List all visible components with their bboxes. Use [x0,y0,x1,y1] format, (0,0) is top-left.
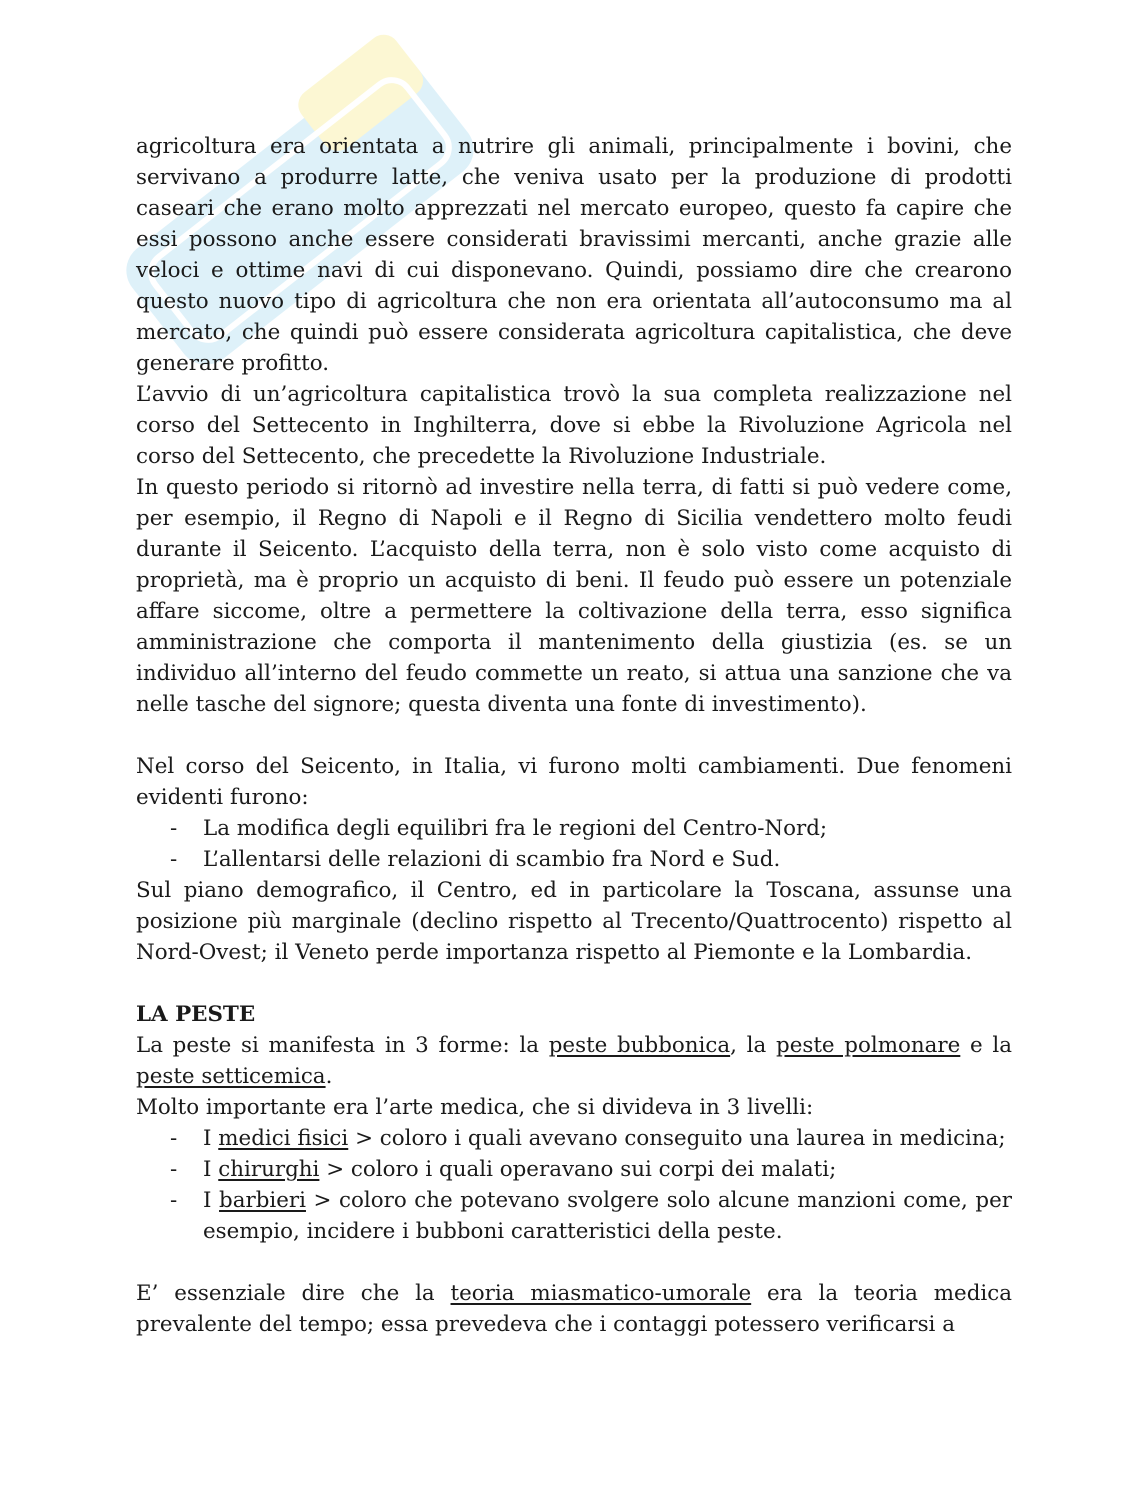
dash-bullet: - [170,1126,178,1151]
dash-bullet: - [170,1157,178,1182]
dash-bullet: - [170,816,178,841]
livelli-medici-list [136,1123,1012,1247]
spacer [136,1247,1012,1278]
paragraph-seicento-italia: Nel corso del Seicento, in Italia, vi furono molti cambiamenti. Due fenomeni evidenti furono: [136,754,1012,810]
term-medici-fisici: medici fisici [218,1126,349,1151]
paragraph-teoria-miasmatica: E’ essenziale dire che la teoria miasmatico-umorale era la teoria medica prevalente del tempo; essa prevedeva che i contaggi potessero verificarsi a [136,1281,1012,1337]
list-item: - I barbieri > coloro che potevano svolgere solo alcune manzioni come, per esempio, incidere i bubboni caratteristici della peste. [136,1185,1012,1247]
term-peste-setticemica: peste setticemica [136,1064,326,1089]
spacer [136,720,1012,751]
term-peste-polmonare: peste polmonare [776,1033,961,1058]
paragraph-arte-medica: Molto importante era l’arte medica, che si divideva in 3 livelli: [136,1095,814,1120]
section-heading-peste: LA PESTE [136,1002,256,1027]
list-item: - I medici fisici > coloro i quali avevano conseguito una laurea in medicina; [136,1123,1012,1154]
paragraph-olanda-agricoltura: agricoltura era orientata a nutrire gli animali, principalmente i bovini, che servivano a produrre latte, che veniva usato per la produzione di prodotti caseari che erano molto apprezzati nel mercato europeo, questo fa capire che essi possono anche essere considerati bravissimi mercanti, anche grazie alle veloci e ottime navi di cui disponevano. Quindi, possiamo dire che crearono questo nuovo tipo di agricoltura che non era orientata all’autoconsumo ma al mercato, che quindi può essere considerata agricoltura capitalistica, che deve generare profitto. [136,134,1012,376]
term-teoria-miasmatico-umorale: teoria miasmatico-umorale [450,1281,752,1306]
term-chirurghi: chirurghi [218,1157,320,1182]
paragraph-forme-peste: La peste si manifesta in 3 forme: la peste bubbonica, la peste polmonare e la peste setticemica. [136,1033,1013,1089]
list-item: - I chirurghi > coloro i quali operavano sui corpi dei malati; [136,1154,1012,1185]
term-barbieri: barbieri [219,1188,306,1213]
paragraph-piano-demografico: Sul piano demografico, il Centro, ed in particolare la Toscana, assunse una posizione più marginale (declino rispetto al Trecento/Quattrocento) rispetto al Nord-Ovest; il Veneto perde importanza rispetto al Piemonte e la Lombardia. [136,878,1012,965]
dash-bullet: - [170,847,178,872]
spacer [136,968,1012,999]
list-item: - L’allentarsi delle relazioni di scambio fra Nord e Sud. [136,844,1012,875]
paragraph-avvio-agricoltura: L’avvio di un’agricoltura capitalistica trovò la sua completa realizzazione nel corso del Settecento in Inghilterra, dove si ebbe la Rivoluzione Agricola nel corso del Settecento, che precedette la Rivoluzione Industriale. [136,382,1012,469]
paragraph-investire-terra: In questo periodo si ritornò ad investire nella terra, di fatti si può vedere come, per esempio, il Regno di Napoli e il Regno di Sicilia vendettero molto feudi durante il Seicento. L’acquisto della terra, non è solo visto come acquisto di proprietà, ma è proprio un acquisto di beni. Il feudo può essere un potenziale affare siccome, oltre a permettere la coltivazione della terra, esso significa amministrazione che comporta il mantenimento della giustizia (es. se un individuo all’interno del feudo commette un reato, si attua una sanzione che va nelle tasche del signore; questa diventa una fonte di investimento). [136,475,1012,717]
dash-bullet: - [170,1188,178,1213]
document-page [136,131,1012,1340]
list-item: - La modifica degli equilibri fra le regioni del Centro-Nord; [136,813,1012,844]
term-peste-bubbonica: peste bubbonica [548,1033,731,1058]
cambiamenti-list [136,813,1012,875]
